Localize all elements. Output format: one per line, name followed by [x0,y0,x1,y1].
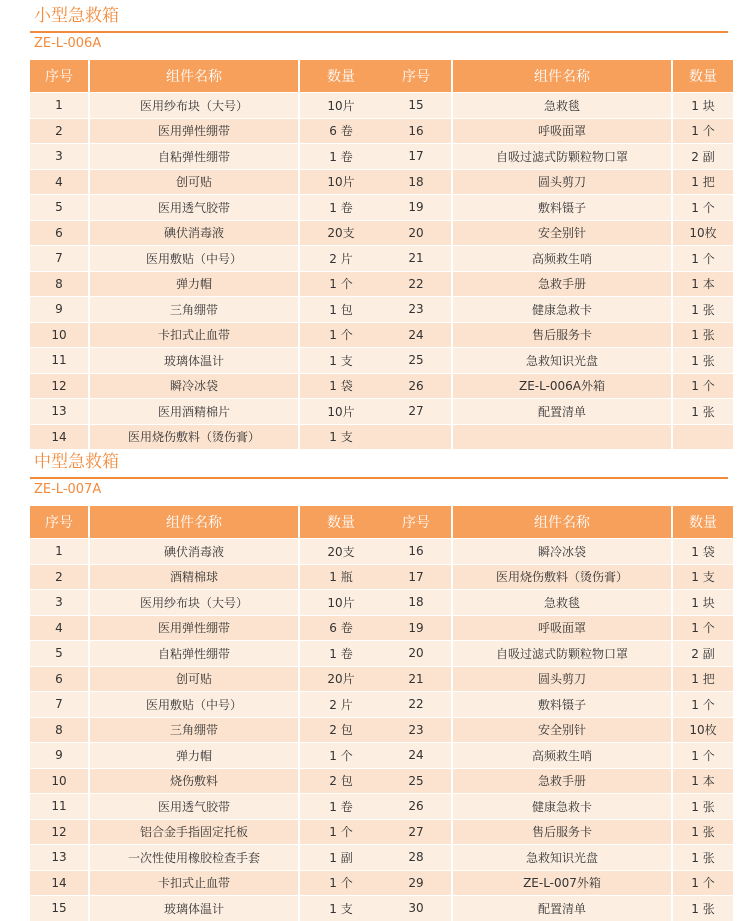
cell-name: 自粘弹性绷带 [90,143,300,169]
cell-name: 健康急救卡 [453,793,673,819]
cell-no [381,424,453,450]
table-row [30,793,382,819]
cell-name: 医用烧伤敷料（烫伤膏） [453,564,673,590]
cell-qty: 1 张 [673,347,733,373]
small-kit-section [0,4,750,444]
table-row [381,615,733,641]
cell-no: 25 [381,768,453,794]
cell-name: 医用弹性绷带 [90,615,300,641]
cell-name: 自吸过滤式防颗粒物口罩 [453,143,673,169]
table-row [30,768,382,794]
cell-qty: 1 卷 [300,194,382,220]
cell-name: 呼吸面罩 [453,118,673,144]
cell-no: 9 [30,742,90,768]
cell-name: 三角绷带 [90,717,300,743]
cell-no: 9 [30,296,90,322]
table-row [30,220,382,246]
cell-qty: 1 本 [673,768,733,794]
cell-name: 医用纱布块（大号） [90,92,300,118]
table-row [381,271,733,297]
cell-no: 11 [30,347,90,373]
cell-qty: 1 本 [673,271,733,297]
table-row [381,296,733,322]
cell-no: 15 [381,92,453,118]
cell-no: 23 [381,296,453,322]
table-row [381,793,733,819]
table-row [381,666,733,692]
table-row [30,844,382,870]
cell-name: 烧伤敷料 [90,768,300,794]
cell-no: 19 [381,615,453,641]
cell-qty: 10枚 [673,220,733,246]
cell-qty: 1 个 [300,322,382,348]
cell-no: 13 [30,398,90,424]
cell-name: 安全别针 [453,220,673,246]
cell-no: 8 [30,717,90,743]
table-row [381,347,733,373]
table-row [381,870,733,896]
cell-name: 医用敷贴（中号） [90,245,300,271]
cell-name: 高频救生哨 [453,742,673,768]
section-divider [30,31,728,33]
cell-qty: 2 副 [673,640,733,666]
table-row [381,143,733,169]
table-row [30,194,382,220]
cell-qty: 20支 [300,538,382,564]
model-number: ZE-L-006A [34,36,102,51]
cell-qty: 6 卷 [300,118,382,144]
col-header-name: 组件名称 [453,60,673,92]
cell-name: 碘伏消毒液 [90,220,300,246]
cell-qty: 2 片 [300,691,382,717]
cell-name: 自吸过滤式防颗粒物口罩 [453,640,673,666]
cell-qty: 1 个 [673,245,733,271]
table-row [30,691,382,717]
cell-name: 急救手册 [453,768,673,794]
cell-qty: 1 个 [673,118,733,144]
cell-no: 20 [381,640,453,666]
cell-qty: 1 张 [673,296,733,322]
cell-name: 一次性使用橡胶检查手套 [90,844,300,870]
component-table-left [30,60,382,449]
component-table-right [381,60,733,449]
cell-no: 29 [381,870,453,896]
cell-name: 医用透气胶带 [90,194,300,220]
table-row [381,169,733,195]
table-row [381,538,733,564]
cell-no: 24 [381,322,453,348]
cell-no: 27 [381,819,453,845]
cell-qty: 1 瓶 [300,564,382,590]
cell-qty: 1 支 [300,424,382,450]
cell-name: 售后服务卡 [453,819,673,845]
table-row [381,640,733,666]
table-row [30,742,382,768]
cell-no: 5 [30,640,90,666]
cell-no: 18 [381,169,453,195]
table-row [381,589,733,615]
col-header-qty: 数量 [300,506,382,538]
cell-qty: 1 张 [673,322,733,348]
cell-qty: 1 张 [673,398,733,424]
cell-qty: 1 袋 [673,538,733,564]
col-header-no: 序号 [30,506,90,538]
cell-no: 22 [381,271,453,297]
cell-qty: 1 把 [673,169,733,195]
cell-no: 21 [381,245,453,271]
table-row [30,398,382,424]
cell-name: 创可贴 [90,169,300,195]
cell-no: 26 [381,373,453,399]
cell-no: 15 [30,895,90,921]
cell-qty: 1 个 [300,819,382,845]
cell-name: 医用透气胶带 [90,793,300,819]
cell-name: 自粘弹性绷带 [90,640,300,666]
model-number: ZE-L-007A [34,482,102,497]
cell-name: 呼吸面罩 [453,615,673,641]
cell-no: 13 [30,844,90,870]
col-header-no: 序号 [381,60,453,92]
cell-no: 25 [381,347,453,373]
table-row [381,768,733,794]
table-row [381,844,733,870]
table-row [30,615,382,641]
cell-name: ZE-L-006A外箱 [453,373,673,399]
cell-name: 弹力帽 [90,271,300,297]
table-row [381,691,733,717]
cell-qty: 1 块 [673,589,733,615]
cell-qty: 1 张 [673,819,733,845]
cell-no: 1 [30,538,90,564]
cell-name: 敷料镊子 [453,691,673,717]
cell-name: 酒精棉球 [90,564,300,590]
cell-qty: 20支 [300,220,382,246]
table-row [381,245,733,271]
cell-name: 急救知识光盘 [453,347,673,373]
cell-no: 19 [381,194,453,220]
cell-qty: 1 卷 [300,143,382,169]
section-title: 小型急救箱 [34,6,119,26]
cell-name: 配置清单 [453,398,673,424]
cell-qty: 1 个 [673,870,733,896]
table-row [30,143,382,169]
cell-name: 急救手册 [453,271,673,297]
cell-no: 14 [30,424,90,450]
cell-name: 急救毯 [453,589,673,615]
section-title: 中型急救箱 [34,452,119,472]
cell-qty: 1 个 [300,271,382,297]
cell-name: 健康急救卡 [453,296,673,322]
cell-qty: 1 卷 [300,793,382,819]
table-row [381,564,733,590]
cell-no: 10 [30,768,90,794]
table-row [30,870,382,896]
cell-qty: 1 个 [673,194,733,220]
table-row [30,424,382,450]
table-row [30,169,382,195]
cell-no: 2 [30,118,90,144]
cell-qty: 1 个 [673,691,733,717]
cell-no: 7 [30,691,90,717]
cell-qty: 10片 [300,398,382,424]
table-row [381,895,733,921]
col-header-qty: 数量 [300,60,382,92]
cell-qty: 1 个 [673,615,733,641]
table-row [30,296,382,322]
cell-name: 圆头剪刀 [453,169,673,195]
cell-no: 8 [30,271,90,297]
cell-name: 玻璃体温计 [90,895,300,921]
cell-no: 2 [30,564,90,590]
cell-no: 22 [381,691,453,717]
cell-name: 医用酒精棉片 [90,398,300,424]
cell-name: 售后服务卡 [453,322,673,348]
cell-qty: 2 片 [300,245,382,271]
cell-qty: 1 张 [673,793,733,819]
table-row [30,538,382,564]
cell-qty: 2 包 [300,717,382,743]
cell-qty: 1 卷 [300,640,382,666]
table-row [30,640,382,666]
table-row [381,398,733,424]
cell-name: 医用敷贴（中号） [90,691,300,717]
cell-qty: 1 把 [673,666,733,692]
cell-name: 瞬冷冰袋 [453,538,673,564]
cell-name: ZE-L-007外箱 [453,870,673,896]
col-header-name: 组件名称 [453,506,673,538]
cell-no: 16 [381,118,453,144]
cell-name: 玻璃体温计 [90,347,300,373]
table-row [30,819,382,845]
cell-qty: 1 袋 [300,373,382,399]
cell-qty: 10枚 [673,717,733,743]
table-row [381,742,733,768]
table-row [381,717,733,743]
col-header-name: 组件名称 [90,506,300,538]
cell-name: 碘伏消毒液 [90,538,300,564]
cell-no: 17 [381,564,453,590]
table-row [30,666,382,692]
section-divider [30,477,728,479]
cell-qty: 10片 [300,169,382,195]
cell-name: 创可贴 [90,666,300,692]
cell-name: 急救知识光盘 [453,844,673,870]
table-row [30,564,382,590]
cell-name: 圆头剪刀 [453,666,673,692]
cell-no: 4 [30,615,90,641]
table-row [381,194,733,220]
table-row [381,322,733,348]
cell-qty: 1 张 [673,895,733,921]
component-table-right [381,506,733,921]
component-table-left [30,506,382,921]
cell-name: 卡扣式止血带 [90,870,300,896]
cell-qty: 1 个 [300,742,382,768]
col-header-no: 序号 [30,60,90,92]
col-header-qty: 数量 [673,506,733,538]
col-header-qty: 数量 [673,60,733,92]
medium-kit-section [0,450,750,921]
cell-no: 5 [30,194,90,220]
cell-no: 24 [381,742,453,768]
cell-name: 急救毯 [453,92,673,118]
table-row [30,895,382,921]
cell-qty: 10片 [300,92,382,118]
table-row [30,589,382,615]
cell-no: 30 [381,895,453,921]
cell-qty: 10片 [300,589,382,615]
cell-no: 11 [30,793,90,819]
col-header-no: 序号 [381,506,453,538]
cell-name: 医用弹性绷带 [90,118,300,144]
table-row [30,717,382,743]
cell-no: 17 [381,143,453,169]
table-row [30,118,382,144]
table-row [381,92,733,118]
cell-no: 18 [381,589,453,615]
cell-qty: 1 支 [300,895,382,921]
table-row [381,819,733,845]
cell-name: 铝合金手指固定托板 [90,819,300,845]
cell-no: 1 [30,92,90,118]
table-row [30,92,382,118]
table-row [381,220,733,246]
cell-name: 瞬冷冰袋 [90,373,300,399]
cell-no: 12 [30,373,90,399]
cell-no: 3 [30,589,90,615]
cell-no: 21 [381,666,453,692]
cell-name: 三角绷带 [90,296,300,322]
table-row [30,373,382,399]
cell-qty: 1 包 [300,296,382,322]
cell-no: 6 [30,220,90,246]
cell-qty: 20片 [300,666,382,692]
table-row [381,118,733,144]
cell-no: 3 [30,143,90,169]
cell-no: 7 [30,245,90,271]
cell-qty: 1 支 [673,564,733,590]
cell-name: 弹力帽 [90,742,300,768]
cell-no: 28 [381,844,453,870]
table-row [30,271,382,297]
cell-qty: 2 副 [673,143,733,169]
table-row [30,245,382,271]
cell-name: 安全别针 [453,717,673,743]
cell-name: 卡扣式止血带 [90,322,300,348]
cell-name [453,424,673,450]
cell-no: 20 [381,220,453,246]
cell-name: 配置清单 [453,895,673,921]
cell-name: 敷料镊子 [453,194,673,220]
table-row [30,322,382,348]
cell-name: 医用烧伤敷料（烫伤膏） [90,424,300,450]
cell-no: 26 [381,793,453,819]
cell-no: 16 [381,538,453,564]
cell-no: 14 [30,870,90,896]
table-row [381,424,733,450]
cell-qty [673,424,733,450]
cell-name: 医用纱布块（大号） [90,589,300,615]
cell-no: 23 [381,717,453,743]
cell-qty: 1 个 [300,870,382,896]
cell-no: 12 [30,819,90,845]
cell-no: 4 [30,169,90,195]
cell-no: 27 [381,398,453,424]
table-row [381,373,733,399]
cell-qty: 1 块 [673,92,733,118]
cell-qty: 1 支 [300,347,382,373]
cell-qty: 6 卷 [300,615,382,641]
cell-qty: 1 个 [673,742,733,768]
cell-no: 6 [30,666,90,692]
cell-qty: 1 个 [673,373,733,399]
cell-name: 高频救生哨 [453,245,673,271]
table-row [30,347,382,373]
cell-no: 10 [30,322,90,348]
cell-qty: 1 张 [673,844,733,870]
cell-qty: 1 副 [300,844,382,870]
cell-qty: 2 包 [300,768,382,794]
col-header-name: 组件名称 [90,60,300,92]
